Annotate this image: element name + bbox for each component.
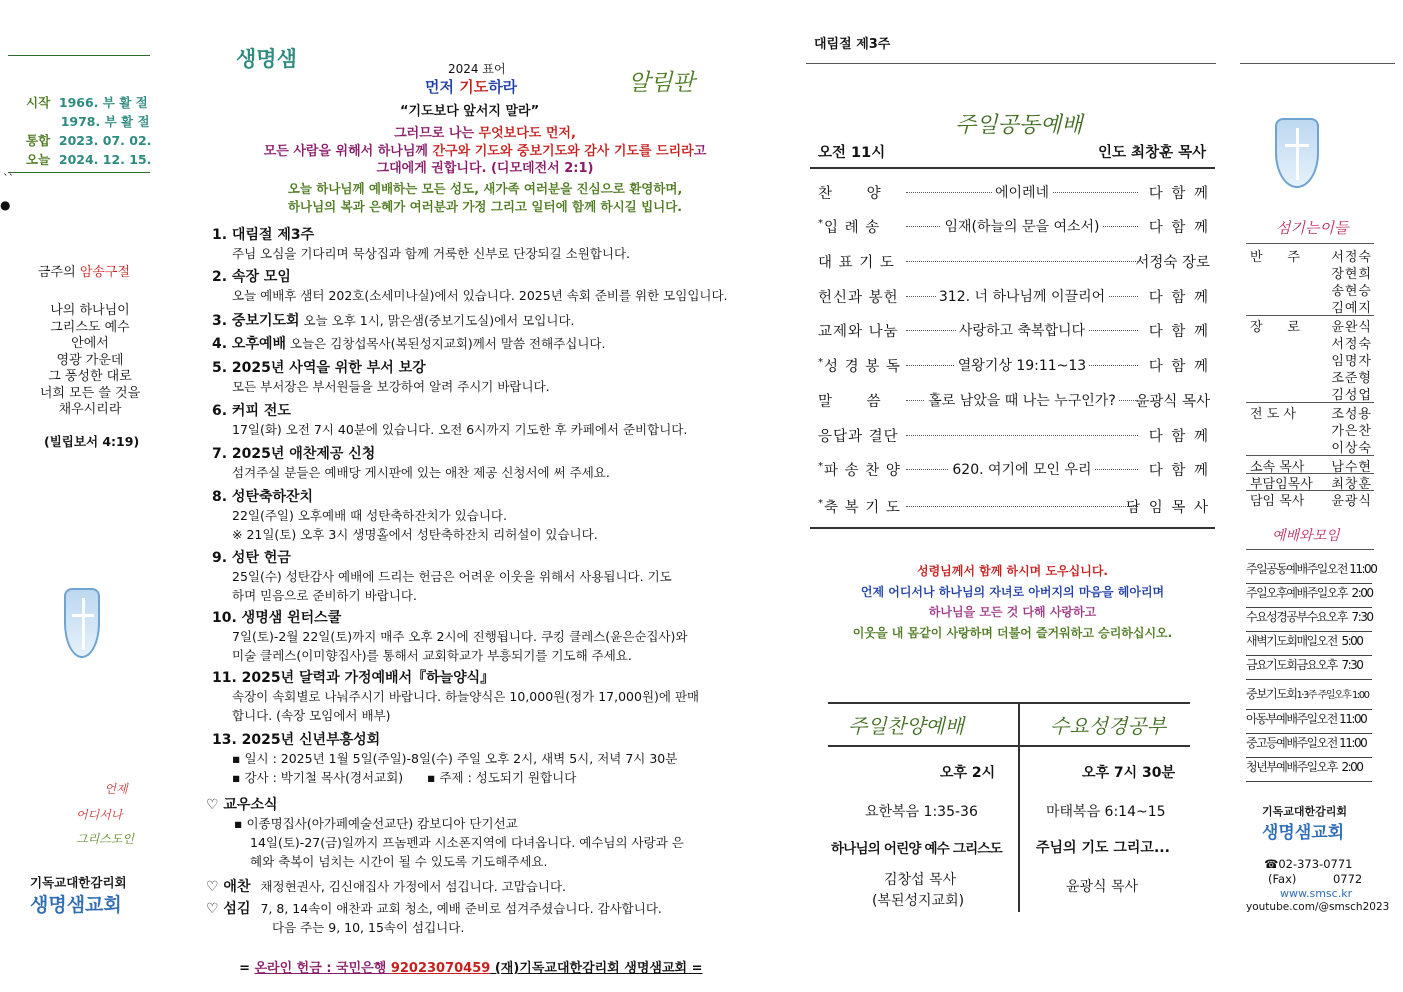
- meeting-row: 중보기도회1·3주 주일오후 1:00: [1246, 680, 1372, 710]
- servant-row: 김성업: [1331, 388, 1372, 403]
- sunday-pm-church: (복된성지교회): [872, 893, 965, 909]
- worship-leader: 인도 최창훈 목사: [1098, 145, 1207, 161]
- news-item: 4. 오후예배 오늘은 김창섭목사(복된성지교회)께서 말씀 전해주십니다.: [212, 336, 606, 352]
- order-row: *입 례 송 임재(하늘의 문을 여소서) 다 함 께: [818, 218, 1210, 236]
- church-emblem-icon: [1275, 118, 1319, 188]
- worship-rule: [810, 167, 1215, 169]
- servants-rule: [1246, 243, 1374, 244]
- meeting-row: 금요기도회금요오후 7:30: [1246, 656, 1372, 680]
- key-verse: [210, 125, 760, 178]
- servant-row: 장 로 윤완식: [1250, 320, 1372, 335]
- church-name: 생명샘교회: [1262, 823, 1345, 843]
- servant-row: 송현승: [1331, 284, 1372, 299]
- online-offering: = 온라인 헌금 : 국민은행 92023070459 (재)기독교대한감리회 생명샘교회 =: [239, 961, 703, 976]
- wednesday-study-title: 수요성경공부: [1050, 714, 1166, 738]
- servant-row: 가은찬: [1331, 424, 1372, 439]
- date-row: 1978. 부 활 절: [60, 114, 150, 129]
- meal-news: ♡ 애찬 채정현권사, 김신애집사 가정에서 섬깁니다. 고맙습니다.: [206, 879, 567, 895]
- left-date-rule: [8, 172, 150, 173]
- services-top-rule: [828, 702, 1190, 704]
- key-verse-line: 그러므로 나는 무엇보다도 먼저,: [394, 126, 576, 141]
- servant-row: 전 도 사 조성용: [1250, 407, 1372, 422]
- stray-mark: ``: [3, 172, 14, 185]
- order-row: 헌신과 봉헌 312. 너 하나님께 이끌리어 다 함 께: [818, 289, 1210, 306]
- servant-row: 김예지: [1331, 301, 1372, 316]
- worship-top-rule: [806, 63, 1216, 64]
- welcome-message: 오늘 하나님께 예배하는 모든 성도, 새가족 여러분을 진심으로 환영하며, 하나님의 복과 은혜가 여러분과 가정 그리고 일터에 함께 하시길 빕니다.: [287, 181, 683, 214]
- date-row: 통합 2023. 07. 02.: [26, 133, 152, 148]
- meeting-row: 아동부예배주일오전 11:00: [1246, 710, 1372, 734]
- news-item: 2. 속장 모임 오늘 예배후 샘터 202호(소세미나실)에서 있습니다. 2025년 속회 준비를 위한 모임입니다.: [212, 269, 728, 303]
- sunday-pm-preacher: 김창섭 목사: [884, 872, 957, 888]
- news-item: 10. 생명샘 윈터스쿨 7일(토)-2월 22일(토)까지 매주 오후 2시에 진행됩니다. 쿠킹 클레스(윤은순집사)와 미술 클레스(이미향집사)를 통해서 교회학교가 부흥되기를 기도해 주세요.: [212, 610, 688, 663]
- wed-time: 오후 7시 30분: [1082, 765, 1176, 781]
- right-top-rule: [1240, 63, 1395, 64]
- church-emblem-icon: [64, 588, 100, 658]
- bullet-mark: ●: [0, 198, 11, 212]
- sub-motto: “기도보다 앞서지 말라”: [400, 104, 540, 119]
- order-row: *파 송 찬 양 620. 여기에 모인 우리 다 함 께: [818, 461, 1210, 479]
- date-row: 오늘 2024. 12. 15.: [26, 152, 152, 167]
- worship-bottom-rule: [810, 527, 1215, 529]
- order-row: 대 표 기 도 서정숙 장로: [818, 255, 1210, 271]
- servants-title: 섬기는이들: [1276, 219, 1349, 237]
- order-row: *성 경 봉 독 열왕기상 19:11~13 다 함 께: [818, 357, 1210, 375]
- sunday-pm-time: 오후 2시: [940, 765, 996, 781]
- wed-preacher: 윤광식 목사: [1066, 879, 1139, 895]
- servant-row: 부담임목사 최창훈: [1250, 477, 1372, 492]
- news-item: 13. 2025년 신년부흥성회 ▪ 일시 : 2025년 1월 5일(주일)-8일(수) 주일 오후 2시, 새벽 5시, 저녁 7시 30분 ▪ 강사 : 박기철 목사(경서교회) ▪ 주제 : 성도되기 원합니다: [212, 732, 678, 785]
- news-item: 3. 중보기도회 오늘 오후 1시, 맑은샘(중보기도실)에서 모입니다.: [212, 313, 575, 329]
- meeting-row: 중고등예배주일오전 11:00: [1246, 734, 1372, 758]
- denomination-name: 기독교대한감리회: [1262, 805, 1348, 818]
- services-divider: [1018, 702, 1020, 912]
- news-item: 8. 성탄축하잔치 22일(주일) 오후예배 때 성탄축하잔치가 있습니다. ※ 21일(토) 오후 3시 생명홀에서 성탄축하잔치 리허설이 있습니다.: [212, 489, 598, 542]
- meetings-rule: [1246, 549, 1374, 550]
- meetings-title: 예배와모임: [1272, 528, 1340, 544]
- servant-row: 소속 목사 남수현: [1250, 460, 1372, 475]
- website-link[interactable]: www.smsc.kr: [1280, 887, 1353, 900]
- sunday-pm-sermon: 하나님의 어린양 예수 그리스도: [831, 841, 1002, 857]
- order-row: 말 씀 홀로 남았을 때 나는 누구인가? 윤광식 목사: [818, 393, 1210, 410]
- memory-verse-title: 금주의 암송구절: [38, 265, 131, 280]
- worship-title: 주일공동예배: [955, 113, 1083, 138]
- servant-row: 이상숙: [1331, 441, 1372, 456]
- denomination-name: 기독교대한감리회: [30, 875, 127, 890]
- column-title: 생명샘: [236, 47, 297, 71]
- servant-row: 임명자: [1331, 354, 1372, 369]
- memory-verse-ref: (빌립보서 4:19): [44, 434, 140, 449]
- sunday-pm-scripture: 요한복음 1:35-36: [865, 804, 978, 820]
- phone-number: ☎02-373-0771: [1264, 857, 1353, 871]
- liturgical-season: 대림절 제3주: [814, 37, 891, 52]
- key-verse-line: 모든 사람을 위해서 하나님께 간구와 기도와 중보기도와 감사 기도를 드리라고: [263, 143, 707, 159]
- wed-sermon: 주님의 기도 그리고...: [1036, 840, 1170, 856]
- motto-line: 어디서나: [76, 808, 123, 822]
- order-row: 찬 양 에이레네 다 함 께: [818, 185, 1210, 202]
- meeting-row: 주일공동예배주일오전 11:00: [1246, 560, 1372, 584]
- servant-row: 조준형: [1331, 371, 1372, 386]
- youtube-link[interactable]: youtube.com/@smsch2023: [1246, 901, 1390, 913]
- services-mid-rule: [828, 745, 1190, 747]
- worship-time: 오전 11시: [818, 145, 886, 161]
- church-family-news: ♡ 교우소식 ▪ 이종명집사(아가페예술선교단) 캄보디아 단기선교 14일(토)-27(금)일까지 프놈펜과 시소폰지역에 다녀옵니다. 예수님의 사랑과 은 혜와 축복이 넘치는 시간이 될 수 있도록 기도해주세요.: [206, 797, 684, 869]
- order-row: 교제와 나눔 사랑하고 축복합니다 다 함 께: [818, 323, 1210, 340]
- news-item: 11. 2025년 달력과 가정예배서『하늘양식』 속장이 속회별로 나눠주시기 바랍니다. 하늘양식은 10,000원(정가 17,000원)에 판매 합니다. (속장 모임에서 배부): [212, 670, 700, 723]
- servant-row: 담임 목사 윤광식: [1250, 494, 1372, 509]
- memory-verse: 나의 하나님이 그리스도 예수 안에서 영광 가운데 그 풍성한 대로 너희 모든 쓸 것을 채우시리라: [39, 303, 141, 417]
- church-name: 생명샘교회: [30, 894, 122, 916]
- meeting-row: 주일오후예배주일오후 2:00: [1246, 584, 1372, 608]
- order-row: 응답과 결단 다 함 께: [818, 429, 1210, 445]
- date-row: 시작 1966. 부 활 절: [26, 95, 148, 110]
- servant-row: 장현희: [1331, 267, 1372, 282]
- church-dates: [26, 93, 151, 169]
- notice-title: 알림판: [628, 70, 695, 96]
- meeting-row: 새벽기도회매일오전 5:00: [1246, 632, 1372, 656]
- benediction-message: 성령님께서 함께 하시며 도우십니다. 언제 어디서나 하나님의 자녀로 아버지의 마음을 헤아리며 하나님을 모든 것 다해 사랑하고 이웃을 내 몸같이 사랑하며 더불어 즐거워하고 승리하십시오.: [852, 564, 1173, 640]
- left-top-rule: [8, 55, 150, 56]
- wed-scripture: 마태복음 6:14~15: [1046, 804, 1166, 820]
- meeting-row: 청년부예배주일오후 2:00: [1246, 758, 1372, 782]
- news-item: 1. 대림절 제3주 주님 오심을 기다리며 묵상집과 함께 거룩한 신부로 단장되길 소원합니다.: [212, 227, 631, 261]
- news-item: 5. 2025년 사역을 위한 부서 보강 모든 부서장은 부서원들을 보강하여 알려 주시기 바랍니다.: [212, 360, 550, 394]
- motto-line: 그리스도인: [76, 832, 134, 846]
- news-item: 6. 커피 전도 17일(화) 오전 7시 40분에 있습니다. 오전 6시까지 기도한 후 카페에서 준비합니다.: [212, 403, 688, 437]
- news-item: 9. 성탄 헌금 25일(수) 성탄감사 예배에 드리는 헌금은 어려운 이웃을 위해서 사용됩니다. 기도 하며 믿음으로 준비하기 바랍니다.: [212, 550, 672, 603]
- key-verse-line: 그대에게 권합니다. (디모데전서 2:1): [376, 161, 594, 176]
- meeting-row: 수요성경공부수요오후 7:30: [1246, 608, 1372, 632]
- year-motto-label: 2024 표어: [448, 62, 506, 76]
- sunday-praise-title: 주일찬양예배: [848, 714, 964, 738]
- motto-line: 언제: [104, 782, 128, 796]
- order-row: *축 복 기 도 담 임 목 사: [818, 498, 1210, 516]
- year-motto: 먼저 기도하라: [425, 78, 518, 96]
- news-item: 7. 2025년 애찬제공 신청 섬겨주실 분들은 예배당 게시판에 있는 애찬 제공 신청서에 써 주세요.: [212, 446, 610, 480]
- servant-row: 반 주 서정숙: [1250, 250, 1372, 265]
- service-news: ♡ 섬김 7, 8, 14속이 애찬과 교회 청소, 예배 준비로 섬겨주셨습니다. 감사합니다. 다음 주는 9, 10, 15속이 섬깁니다.: [206, 901, 662, 935]
- fax-number: (Fax) 0772: [1268, 872, 1363, 886]
- servant-row: 서정숙: [1331, 337, 1372, 352]
